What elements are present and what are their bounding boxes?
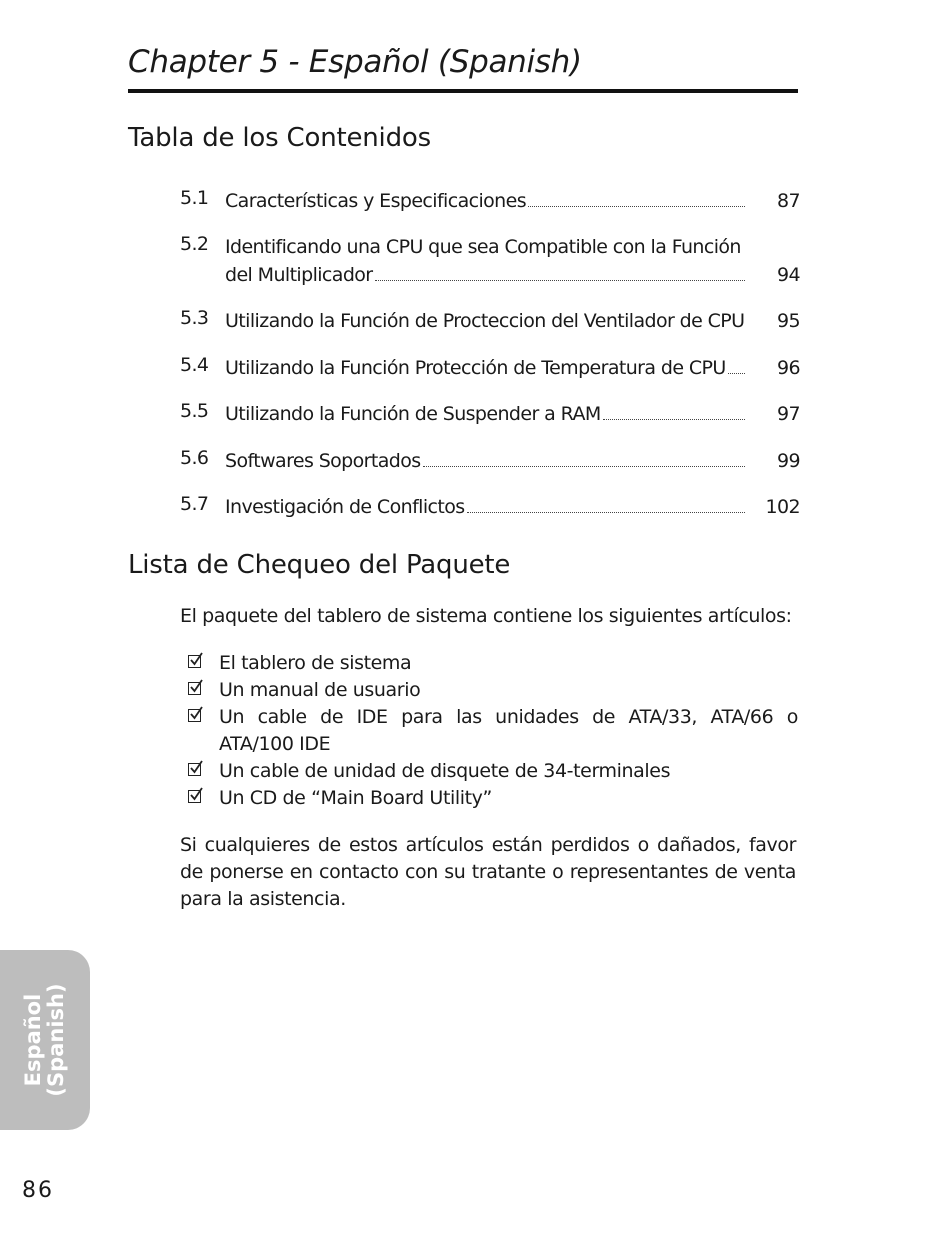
checklist-item — [188, 758, 798, 785]
checkbox-checked-icon — [188, 709, 201, 722]
toc-item-title: Investigación de Conflictos — [225, 496, 465, 518]
checkbox-checked-icon — [188, 682, 201, 695]
toc-item-page: 96 — [777, 357, 800, 379]
missing-items-note: Si cualquieres de estos artículos están perdidos o dañados, favor de ponerse en contacto con su tratante o representantes de venta para la asistencia. — [180, 834, 796, 910]
page-number: 86 — [22, 1178, 54, 1203]
toc-item-page: 95 — [777, 310, 800, 332]
toc-item-title: Utilizando la Función de Suspender a RAM — [225, 403, 601, 425]
toc-item-page: 102 — [765, 496, 800, 518]
side-tab-line-2: (Spanish) — [44, 983, 68, 1097]
chapter-rule — [128, 89, 798, 93]
checkbox-checked-icon — [188, 790, 201, 803]
toc-item-title: Utilizando la Función de Procteccion del Ventilador de CPU — [225, 310, 745, 332]
toc-item-number: 5.1 — [180, 187, 209, 209]
toc-item-title: Características y Especificaciones — [225, 190, 526, 212]
checklist-item — [188, 650, 798, 677]
checklist-item-text: Un cable de IDE para las unidades de ATA/33, ATA/66 o ATA/100 IDE — [219, 706, 798, 755]
chapter-title: Chapter 5 - Español (Spanish) — [128, 44, 582, 80]
language-side-tab — [0, 950, 90, 1130]
toc-item-number: 5.6 — [180, 447, 209, 469]
checklist-item-text: Un manual de usuario — [219, 679, 421, 701]
checklist-item — [188, 677, 798, 704]
checklist-item-text: Un cable de unidad de disquete de 34-terminales — [219, 760, 671, 782]
package-checklist-heading: Lista de Chequeo del Paquete — [128, 550, 511, 580]
toc-item-page: 97 — [777, 403, 800, 425]
package-checklist — [188, 650, 798, 812]
toc-item-number: 5.2 — [180, 233, 209, 255]
toc-item-number: 5.3 — [180, 307, 209, 329]
toc-heading: Tabla de los Contenidos — [128, 123, 431, 153]
toc-item-title: Utilizando la Función Protección de Temperatura de CPU — [225, 357, 726, 379]
toc-item-title: Softwares Soportados — [225, 450, 421, 472]
toc-item-page: 99 — [777, 450, 800, 472]
checklist-item-text: Un CD de “Main Board Utility” — [219, 787, 492, 809]
toc-item-page: 87 — [777, 190, 800, 212]
checklist-item-text: El tablero de sistema — [219, 652, 412, 674]
toc-item-title: Identificando una CPU que sea Compatible con la Función — [225, 236, 741, 258]
toc-item-number: 5.4 — [180, 354, 209, 376]
toc-item-title-cont: del Multiplicador — [225, 264, 373, 286]
side-tab-line-1: Español — [21, 993, 45, 1087]
toc-item-number: 5.7 — [180, 493, 209, 515]
toc-item-page: 94 — [777, 264, 800, 286]
checkbox-checked-icon — [188, 763, 201, 776]
checkbox-checked-icon — [188, 655, 201, 668]
package-intro: El paquete del tablero de sistema contiene los siguientes artículos: — [180, 605, 792, 627]
checklist-item — [188, 704, 798, 758]
checklist-item — [188, 785, 798, 812]
toc-item-number: 5.5 — [180, 400, 209, 422]
